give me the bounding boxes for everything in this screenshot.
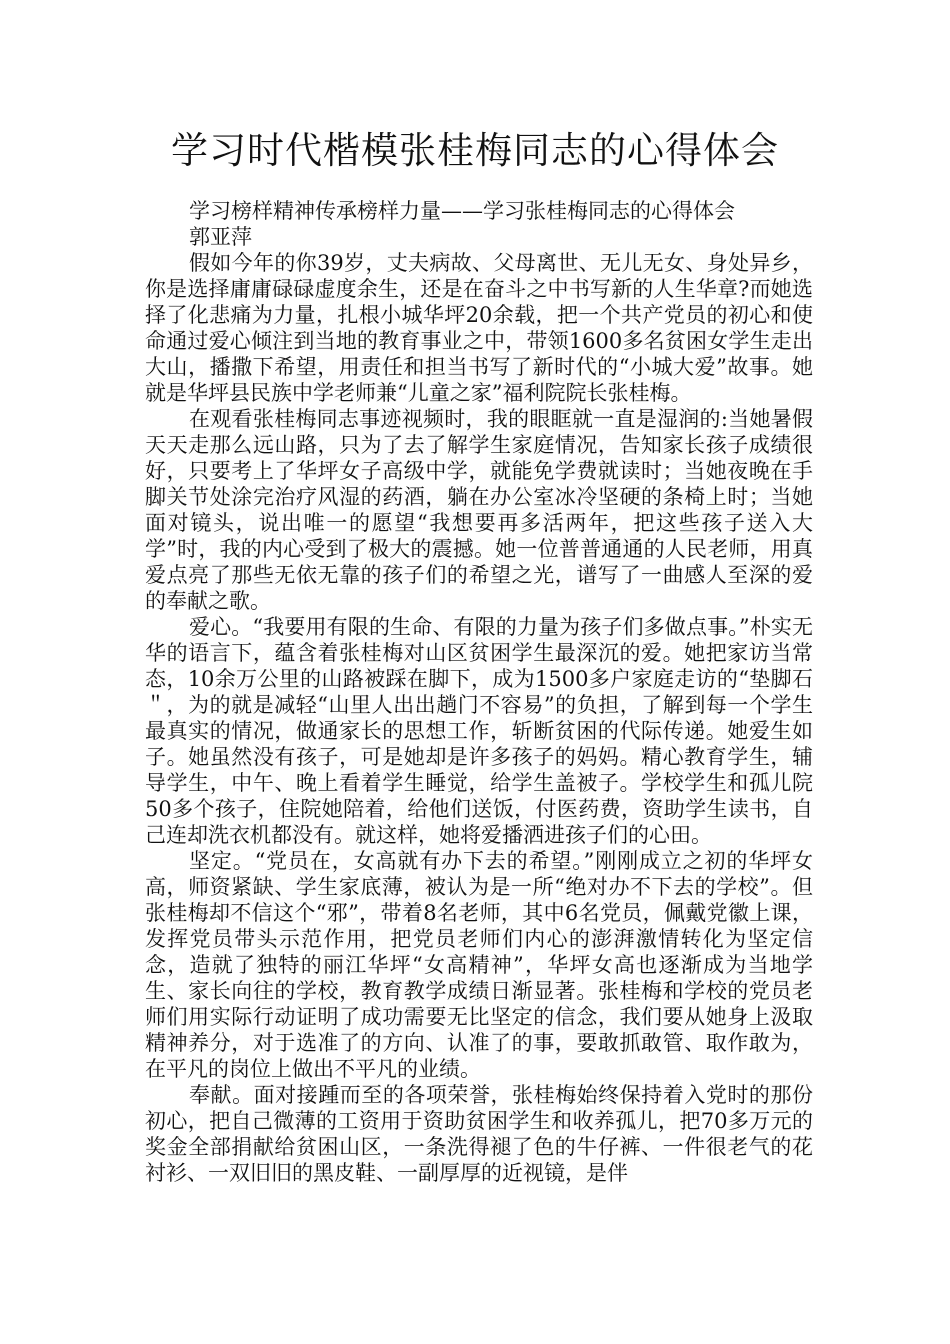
paragraph: 假如今年的你39岁，丈夫病故、父母离世、无儿无女、身处异乡，你是选择庸庸碌碌虚度余生，还是在奋斗之中书写新的人生华章?而她选择了化悲痛为力量，扎根小城华坪20余载，把一个共产党员的初心和使命通过爱心倾注到当地的教育事业之中，带领1600多名贫困女学生走出大山，播撒下希望，用责任和担当书写了新时代的“小城大爱”故事。她就是华坪县民族中学老师兼“儿童之家”福利院院长张桂梅。 — [145, 251, 813, 405]
paragraph: 在观看张桂梅同志事迹视频时，我的眼眶就一直是湿润的:当她暑假天天走那么远山路，只为了去了解学生家庭情况，告知家长孩子成绩很好，只要考上了华坪女子高级中学，就能免学费就读时；当她夜晚在手脚关节处涂完治疗风湿的药酒，躺在办公室冰冷坚硬的条椅上时；当她面对镜头，说出唯一的愿望“我想要再多活两年，把这些孩子送入大学”时，我的内心受到了极大的震撼。她一位普普通通的人民老师，用真爱点亮了那些无依无靠的孩子们的希望之光，谱写了一曲感人至深的爱的奉献之歌。 — [145, 407, 813, 613]
document-author: 郭亚萍 — [189, 225, 252, 249]
paragraph: 坚定。“党员在，女高就有办下去的希望。”刚刚成立之初的华坪女高，师资紧缺、学生家底薄，被认为是一所“绝对办不下去的学校”。但张桂梅却不信这个“邪”，带着8名老师，其中6名党员，佩戴党徽上课，发挥党员带头示范作用，把党员老师们内心的澎湃激情转化为坚定信念，造就了独特的丽江华坪“女高精神”，华坪女高也逐渐成为当地学生、家长向往的学校，教育教学成绩日渐显著。张桂梅和学校的党员老师们用实际行动证明了成功需要无比坚定的信念，我们要从她身上汲取精神养分，对于选准了的方向、认准了的事，要敢抓敢管、取作敢为，在平凡的岗位上做出不平凡的业绩。 — [145, 849, 813, 1081]
document-title: 学习时代楷模张桂梅同志的心得体会 — [171, 129, 779, 172]
document-subtitle: 学习榜样精神传承榜样力量——学习张桂梅同志的心得体会 — [189, 199, 735, 223]
document-body — [145, 198, 813, 1186]
paragraph: 爱心。“我要用有限的生命、有限的力量为孩子们多做点事。”朴实无华的语言下，蕴含着张桂梅对山区贫困学生最深沉的爱。她把家访当常态，10余万公里的山路被踩在脚下，成为1500多户家庭走访的“垫脚石＂，为的就是减轻“山里人出出趟门不容易”的负担，了解到每一个学生最真实的情况，做通家长的思想工作，斩断贫困的代际传递。她爱生如子。她虽然没有孩子，可是她却是许多孩子的妈妈。精心教育学生，辅导学生，中午、晚上看着学生睡觉，给学生盖被子。学校学生和孤儿院50多个孩子，住院她陪着，给他们送饭，付医药费，资助学生读书，自己连却洗衣机都没有。就这样，她将爱播洒进孩子们的心田。 — [145, 615, 813, 847]
paragraph: 奉献。面对接踵而至的各项荣誉，张桂梅始终保持着入党时的那份初心，把自己微薄的工资用于资助贫困学生和收养孤儿，把70多万元的奖金全部捐献给贫困山区，一条洗得褪了色的牛仔裤、一件很老气的花衬衫、一双旧旧的黑皮鞋、一副厚厚的近视镜，是伴 — [145, 1083, 813, 1185]
